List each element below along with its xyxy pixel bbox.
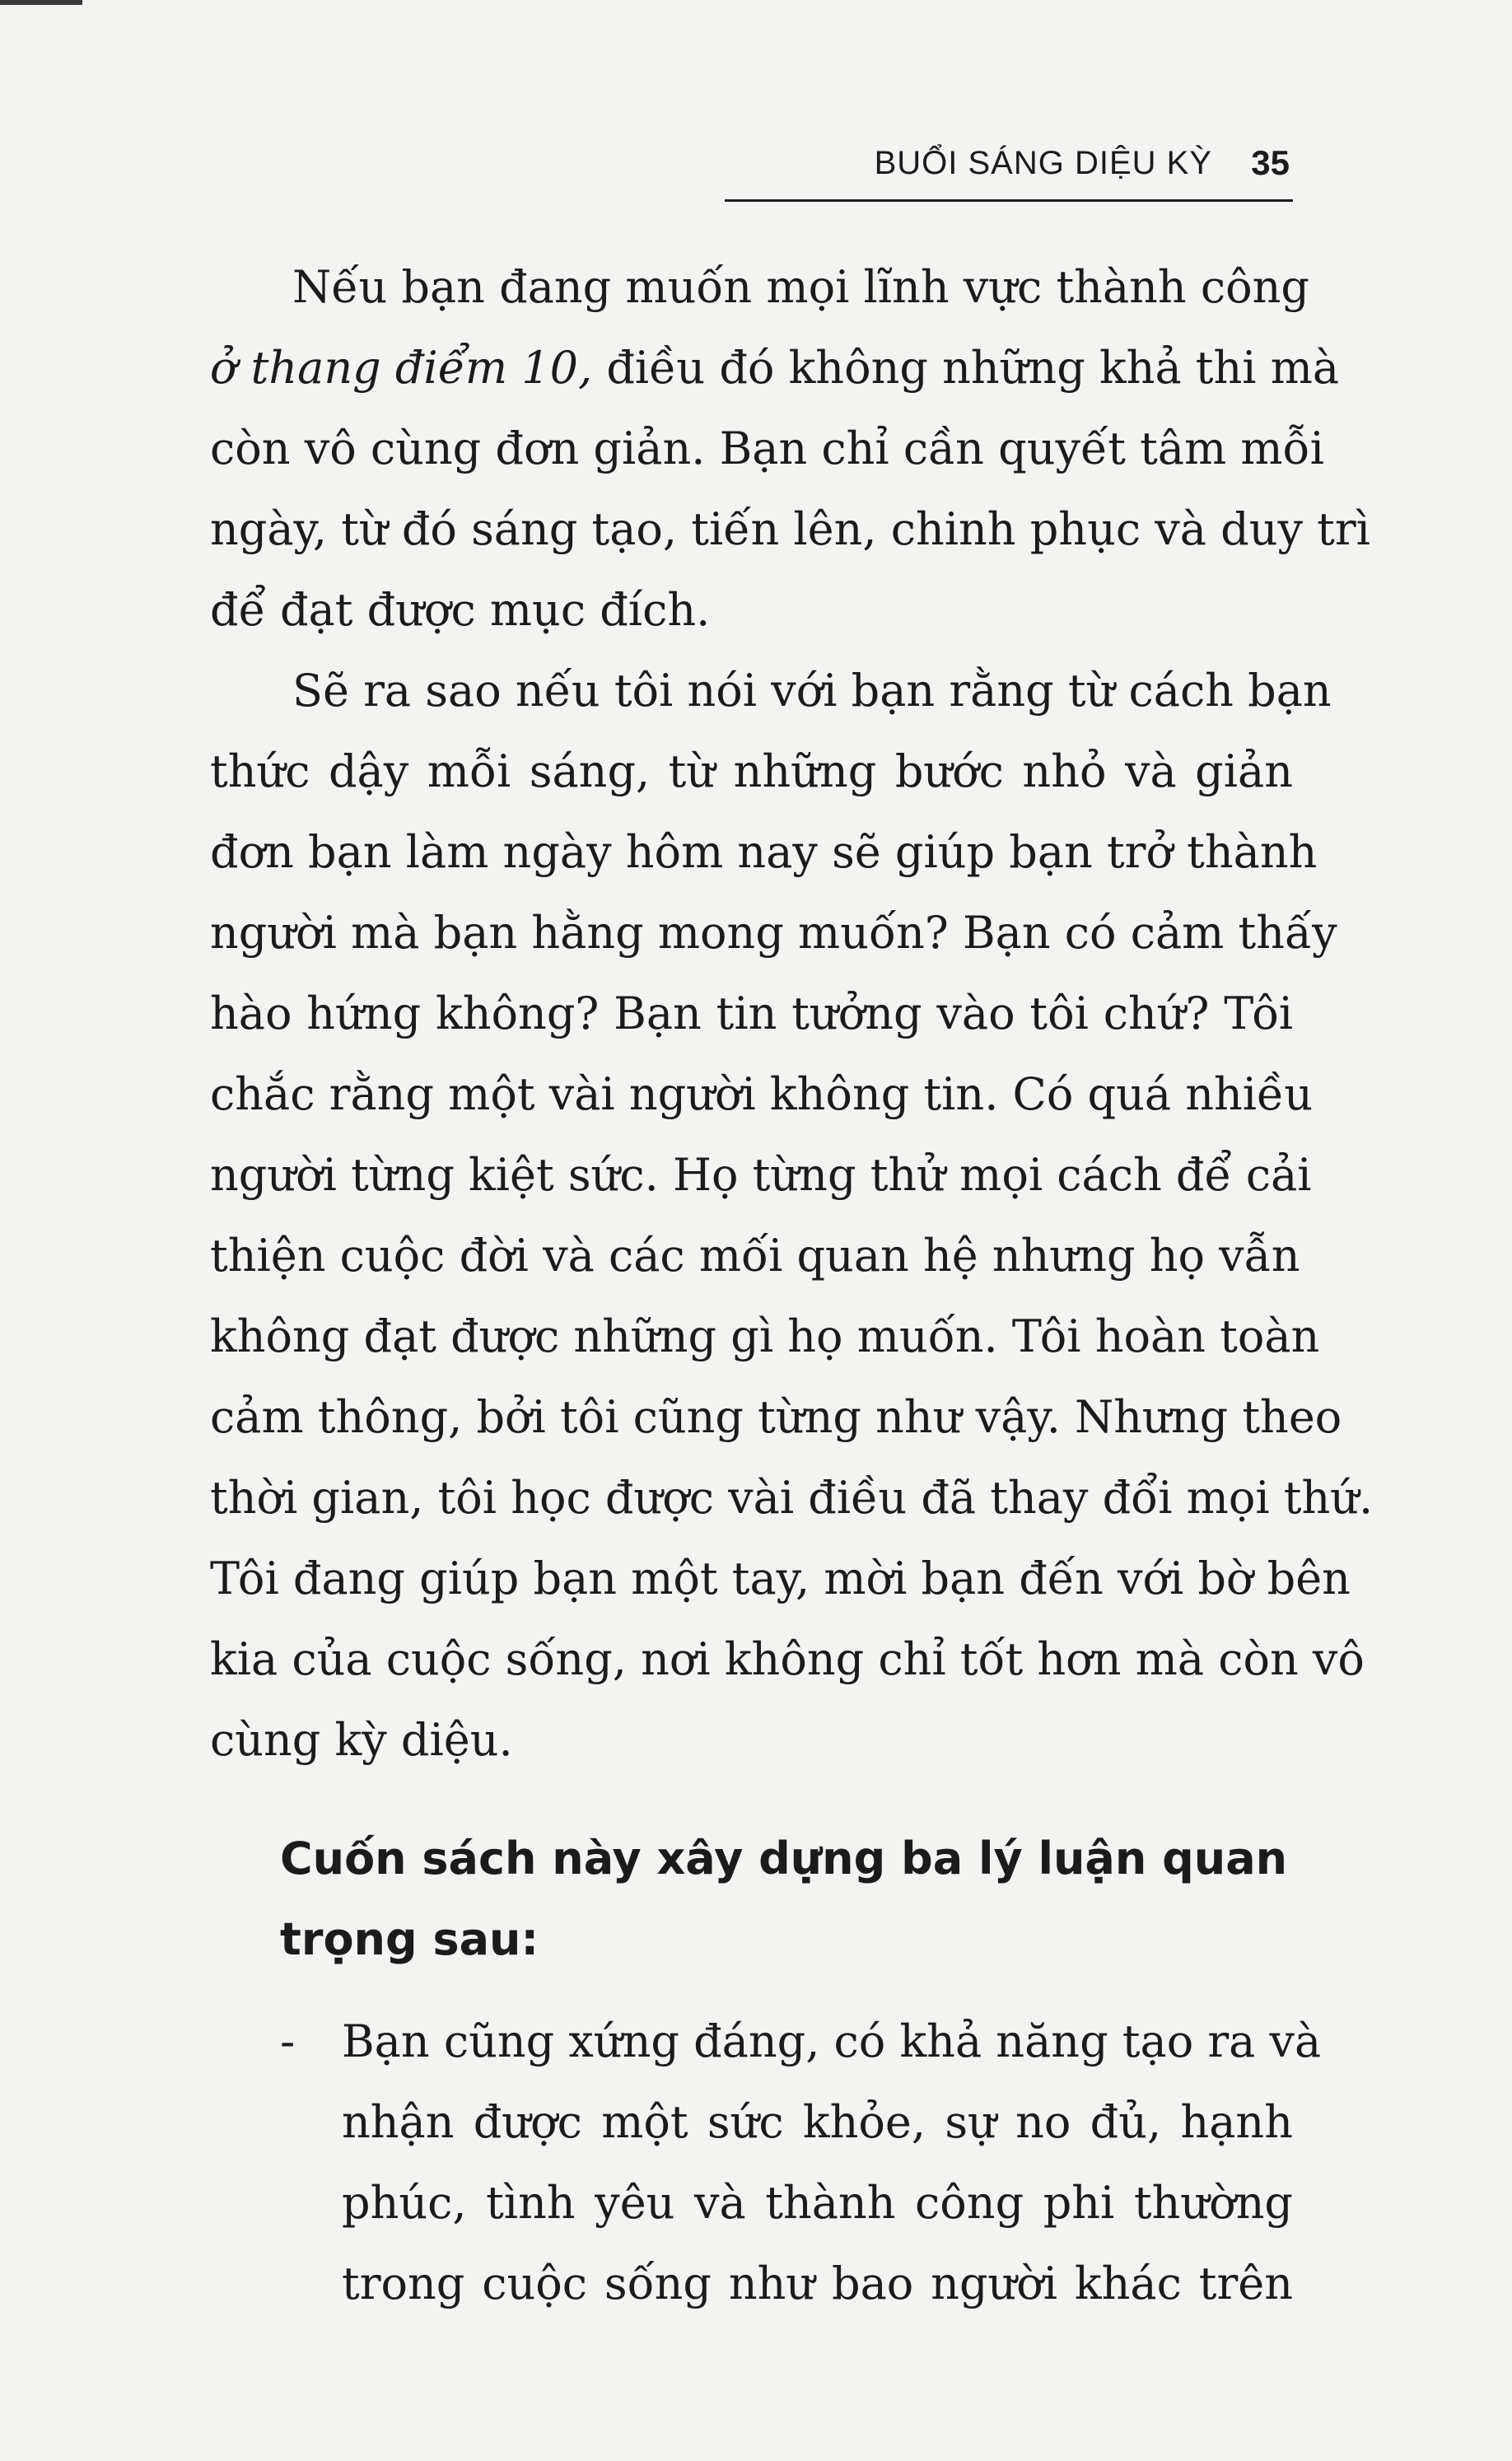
- bullet-line: trong cuộc sống như bao người khác trên: [342, 2258, 1293, 2309]
- paragraph-line: kia của cuộc sống, nơi không chỉ tốt hơn mà còn vô: [210, 1633, 1365, 1685]
- paragraph-1: [210, 247, 1370, 651]
- paragraph-line: [210, 328, 1340, 409]
- paragraph-line: thức dậy mỗi sáng, từ những bước nhỏ và giản: [210, 745, 1293, 797]
- bullet-text: [342, 2001, 1322, 2324]
- paragraph-line: không đạt được những gì họ muốn. Tôi hoàn toàn: [210, 1310, 1320, 1362]
- paragraph-line: cùng kỳ diệu.: [210, 1714, 513, 1766]
- running-head: [725, 138, 1293, 202]
- book-title-header: BUỔI SÁNG DIỆU KỲ: [874, 145, 1212, 181]
- paragraph-line: người mà bạn hằng mong muốn? Bạn có cảm thấy: [210, 907, 1337, 959]
- paragraph-line: đơn bạn làm ngày hôm nay sẽ giúp bạn trở thành: [210, 826, 1318, 878]
- section-heading: [280, 1819, 1293, 1980]
- paragraph-line: Tôi đang giúp bạn một tay, mời bạn đến với bờ bên: [210, 1553, 1351, 1604]
- paragraph-line: Nếu bạn đang muốn mọi lĩnh vực thành công: [292, 261, 1309, 313]
- page-number: 35: [1251, 143, 1290, 182]
- paragraph-2: [210, 651, 1374, 1781]
- paragraph-line: thời gian, tôi học được vài điều đã thay đổi mọi thứ.: [210, 1472, 1374, 1524]
- scan-edge-mark: [0, 0, 82, 5]
- paragraph-line: hào hứng không? Bạn tin tưởng vào tôi chứ? Tôi: [210, 988, 1293, 1039]
- bullet-line: Bạn cũng xứng đáng, có khả năng tạo ra và: [342, 2015, 1322, 2067]
- paragraph-line: Sẽ ra sao nếu tôi nói với bạn rằng từ cách bạn: [292, 665, 1332, 717]
- bullet-line: phúc, tình yêu và thành công phi thường: [342, 2177, 1293, 2229]
- section-heading-line: trọng sau:: [280, 1913, 539, 1965]
- paragraph-line-text: điều đó không những khả thi mà: [592, 342, 1340, 394]
- paragraph-line: còn vô cùng đơn giản. Bạn chỉ cần quyết tâm mỗi: [210, 423, 1324, 474]
- paragraph-line: thiện cuộc đời và các mối quan hệ nhưng họ vẫn: [210, 1230, 1300, 1282]
- paragraph-line: người từng kiệt sức. Họ từng thử mọi cách để cải: [210, 1149, 1312, 1201]
- paragraph-line: chắc rằng một vài người không tin. Có quá nhiều: [210, 1068, 1314, 1120]
- italic-phrase: ở thang điểm 10,: [210, 342, 593, 394]
- paragraph-line: cảm thông, bởi tôi cũng từng như vậy. Nhưng theo: [210, 1391, 1342, 1443]
- bullet-marker: -: [280, 2015, 296, 2067]
- paragraph-line: để đạt được mục đích.: [210, 584, 711, 636]
- section-heading-line: Cuốn sách này xây dựng ba lý luận quan: [280, 1833, 1288, 1884]
- bullet-line: nhận được một sức khỏe, sự no đủ, hạnh: [342, 2096, 1293, 2148]
- paragraph-line: ngày, từ đó sáng tạo, tiến lên, chinh phục và duy trì: [210, 503, 1370, 555]
